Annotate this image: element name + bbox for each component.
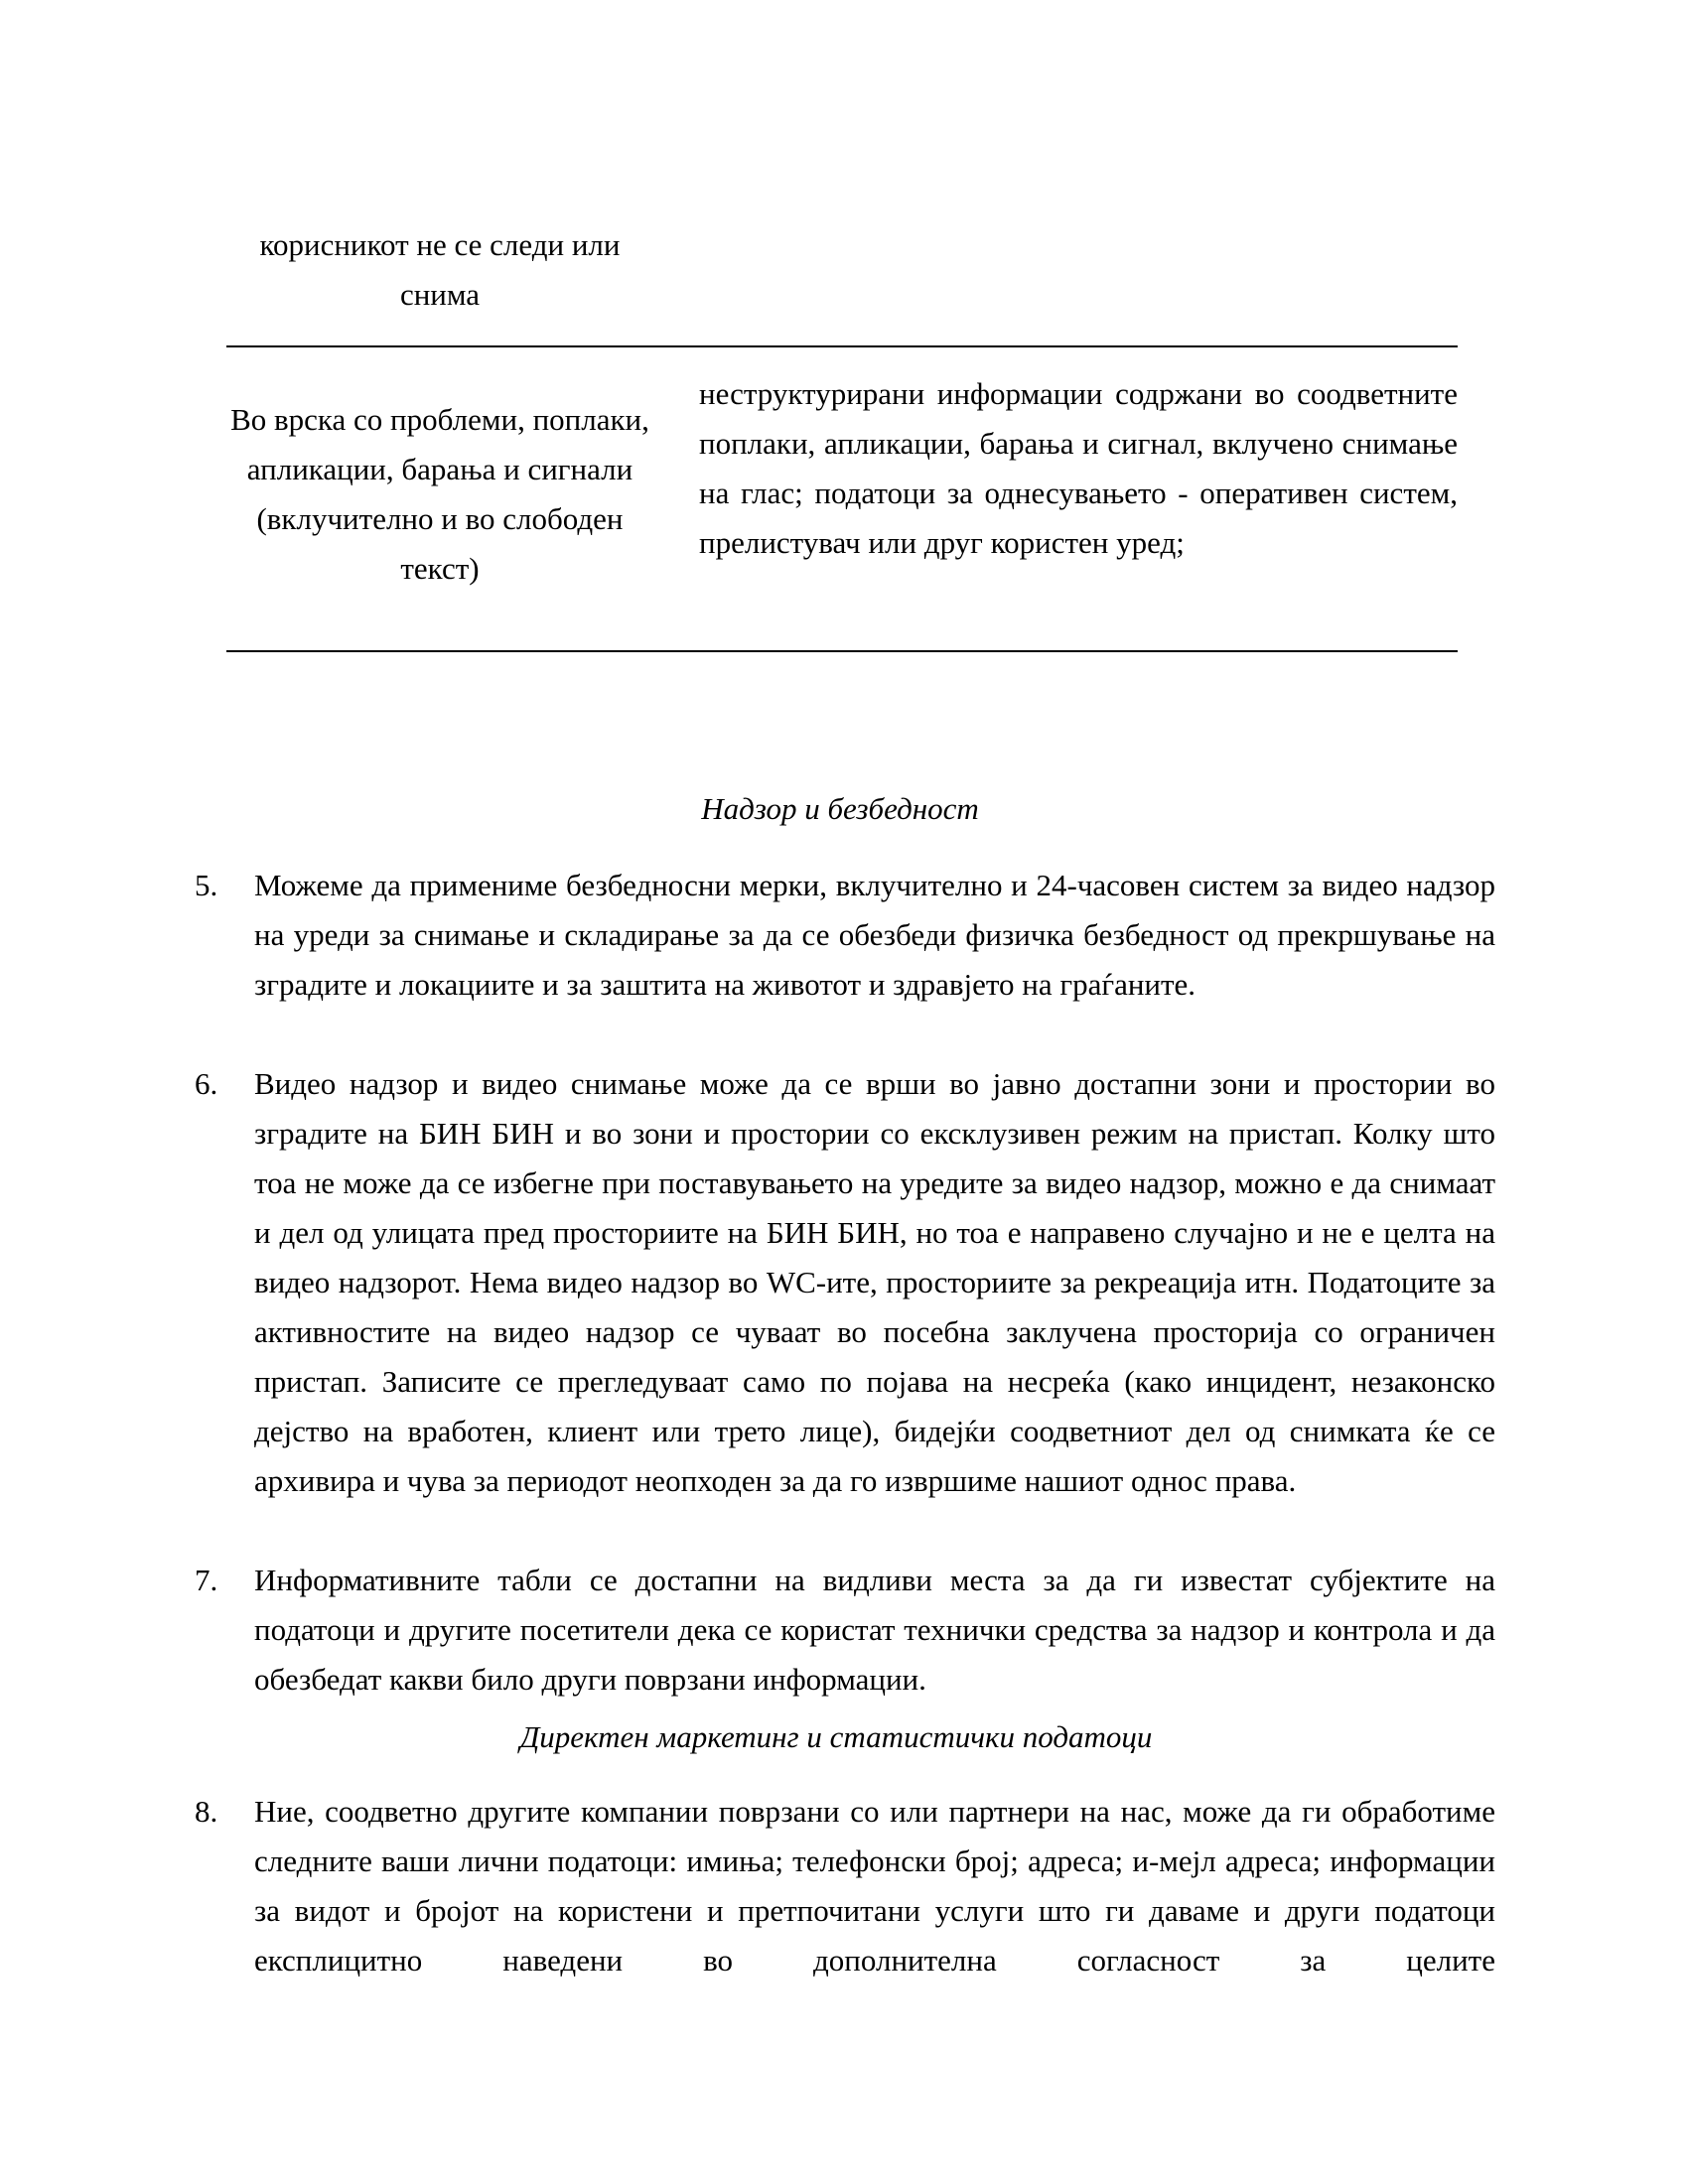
table-cell-left: корисникот не се следи или снима [259,227,621,312]
list-item-text: Можеме да примениме безбедносни мерки, вклучително и 24-часовен систем за видео надзор на уреди за снимање и складирање за да се обезбеди физичка безбедност од прекршување на зградите и локациите и за заштита на животот и здравјето на граѓаните. [254,868,1495,1002]
list-item-text: Ние, соодветно другите компании поврзани со или партнери на нас, може да ги обработиме следните ваши лични податоци: имиња; телефонски број; адреса; и-мејл адреса; информации за видот и бројот на користени и претпочитани услуги што ги даваме и други податоци експлицитно наведени во дополнителна согласност за целите [254,1794,1495,1978]
list-item-number: 5. [195,868,218,902]
table-bottom-rule [226,650,1458,652]
list-item-text: Видео надзор и видео снимање може да се врши во јавно достапни зони и простории во зградите на БИН БИН и во зони и простории со ексклузивен режим на пристап. Колку што тоа не може да се избегне при поставувањето на уредите за видео надзор, можно е да снимаат и дел од улицата пред просториите на БИН БИН, но тоа е направено случајно и не е целта на видео надзорот. Нема видео надзор во WC-ите, просториите за рекреација итн. Податоците за активностите на видео надзор се чуваат во посебна заклучена просторија со ограничен пристап. Записите се прегледуваат само по појава на несреќа (како инцидент, незаконско дејство на вработен, клиент или трето лице), бидејќи соодветниот дел од снимката ќе се архивира и чува за периодот неопходен за да го извршиме нашиот однос права. [254,1066,1495,1498]
table-cell-left: Во врска со проблеми, поплаки, апликации, барања и сигнали (вклучително и во слободен текст) [230,402,649,586]
table-row-continued [226,220,653,320]
list-item-text: Информативните табли се достапни на видливи места за да ги известат субјектите на податоци и другите посетители дека се користат технички средства за надзор и контрола и да обезбедат какви било други поврзани информации. [254,1563,1495,1697]
list-item-number: 6. [195,1066,218,1101]
table-divider [226,345,1458,347]
table-cell-right: неструктурирани информации содржани во соодветните поплаки, апликации, барања и сигнал, вклучено снимање на глас; податоци за однесувањето - оперативен систем, прелистувач или друг користен уред; [699,376,1458,560]
section-heading-surveillance: Надзор и безбедност [701,791,979,826]
list-item-number: 8. [195,1794,218,1829]
section-heading-direct-marketing: Директен маркетинг и статистички податоци [519,1719,1153,1754]
list-item-number: 7. [195,1563,218,1597]
